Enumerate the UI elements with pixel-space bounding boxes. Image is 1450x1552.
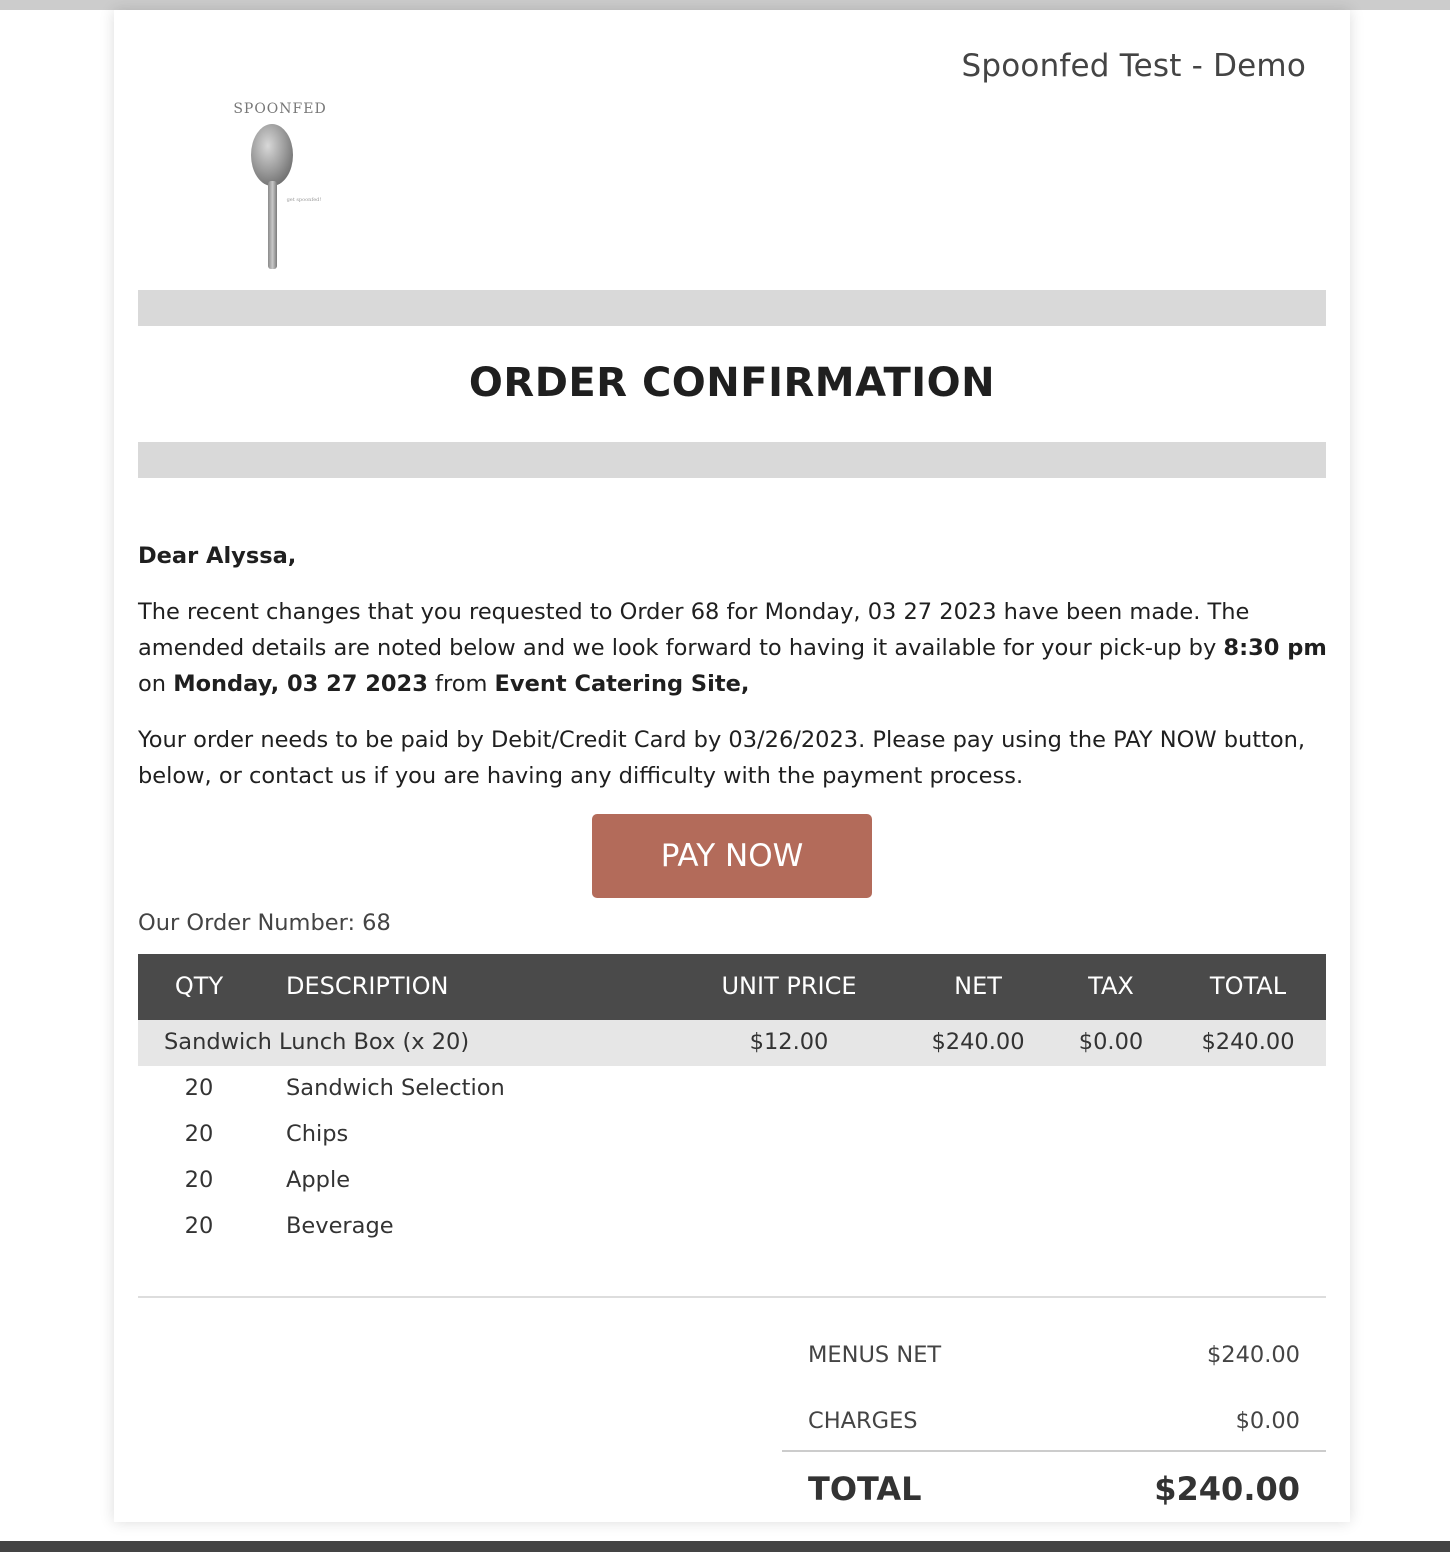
top-strip: [0, 0, 1450, 10]
title-divider-bar: [138, 442, 1326, 478]
header-unit-price: UNIT PRICE: [721, 972, 857, 1000]
from-text: from: [427, 671, 495, 697]
table-row: [138, 1112, 1326, 1158]
menu-unit-price: $12.00: [749, 1029, 829, 1055]
changes-text: The recent changes that you requested to Order 68 for Monday, 03 27 2023 have been made. The amended details are noted below and we look forward to having it available for your pick-up by: [138, 599, 1250, 661]
item-qty: 20: [184, 1167, 214, 1193]
item-qty: 20: [184, 1121, 214, 1147]
table-row: [138, 1204, 1326, 1250]
item-description: Chips: [286, 1121, 349, 1147]
table-divider: [138, 1296, 1326, 1298]
summary-divider: [782, 1450, 1326, 1452]
item-description: Beverage: [286, 1213, 394, 1239]
total-row: [782, 1468, 1326, 1512]
greeting: Dear Alyssa,: [138, 543, 297, 569]
menu-row: [138, 1020, 1326, 1066]
pickup-site: Event Catering Site,: [494, 671, 750, 697]
page-title: ORDER CONFIRMATION: [468, 360, 996, 406]
menu-tax: $0.00: [1078, 1029, 1144, 1055]
menus-net-value: $240.00: [1206, 1342, 1300, 1368]
total-label: TOTAL: [808, 1470, 922, 1508]
email-body: [114, 10, 1350, 1522]
letter-content: [138, 538, 1338, 794]
svg-text:SPOONFED: SPOONFED: [233, 101, 327, 117]
header-tax: TAX: [1088, 972, 1134, 1000]
pickup-date: Monday, 03 27 2023: [173, 671, 428, 697]
on-text: on: [138, 671, 174, 697]
total-value: $240.00: [1154, 1470, 1300, 1508]
charges-label: CHARGES: [808, 1408, 918, 1434]
charges-row: [782, 1400, 1326, 1444]
menu-net: $240.00: [931, 1029, 1025, 1055]
charges-value: $0.00: [1235, 1408, 1300, 1434]
spoonfed-logo: [224, 95, 404, 275]
item-description: Sandwich Selection: [286, 1075, 505, 1101]
table-header: [138, 954, 1326, 1020]
table-row: [138, 1066, 1326, 1112]
item-description: Apple: [286, 1167, 351, 1193]
pickup-time: 8:30 pm: [1223, 635, 1327, 661]
company-name: Spoonfed Test - Demo: [961, 48, 1306, 84]
changes-paragraph: [138, 594, 1338, 702]
menus-net-row: [782, 1334, 1326, 1378]
header-divider-bar: [138, 290, 1326, 326]
item-qty: 20: [184, 1075, 214, 1101]
header-total: TOTAL: [1209, 972, 1287, 1000]
menus-net-label: MENUS NET: [808, 1342, 942, 1368]
bottom-strip: [0, 1541, 1450, 1552]
header-description: DESCRIPTION: [286, 972, 449, 1000]
order-number: Our Order Number: 68: [138, 910, 391, 936]
pay-now-button[interactable]: PAY NOW: [592, 814, 872, 898]
header-net: NET: [954, 972, 1002, 1000]
payment-paragraph: Your order needs to be paid by Debit/Credit Card by 03/26/2023. Please pay using the PAY NOW button, below, or contact us if you are having any difficulty with the payment process.: [138, 727, 1306, 789]
menu-total: $240.00: [1201, 1029, 1295, 1055]
item-qty: 20: [184, 1213, 214, 1239]
header-qty: QTY: [174, 972, 224, 1000]
menu-name: Sandwich Lunch Box (x 20): [164, 1029, 470, 1055]
svg-text:get spoonfed!: get spoonfed!: [286, 197, 322, 203]
table-row: [138, 1158, 1326, 1204]
